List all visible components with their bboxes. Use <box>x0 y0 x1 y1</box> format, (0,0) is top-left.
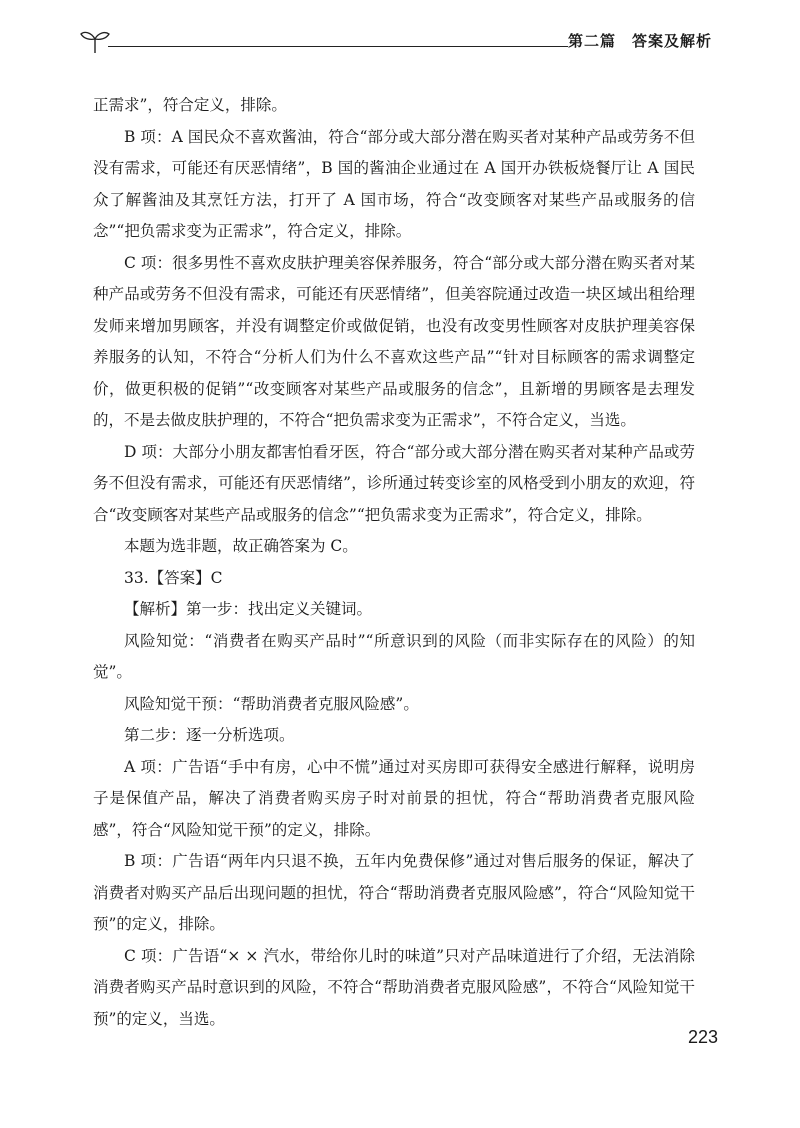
paragraph: 本题为选非题，故正确答案为 C。 <box>124 537 358 555</box>
paragraph: B 项：广告语“两年内只退不换，五年内免费保修”通过对售后服务的保证，解决了消费者对购买产品后出现问题的担忧，符合“帮助消费者克服风险感”，符合“风险知觉干预”的定义，排除。 <box>93 852 695 933</box>
paragraph: C 项：很多男性不喜欢皮肤护理美容保养服务，符合“部分或大部分潜在购买者对某种产品或劳务不但没有需求，可能还有厌恶情绪”，但美容院通过改造一块区域出租给理发师来增加男顾客，并没有调整定价或做促销，也没有改变男性顾客对皮肤护理美容保养服务的认知，不符合“分析人们为什么不喜欢这些产品”“针对目标顾客的需求调整定价，做更积极的促销”“改变顾客对某些产品或服务的信念”，且新增的男顾客是去理发的，不是去做皮肤护理的，不符合“把负需求变为正需求”，不符合定义，当选。 <box>93 253 695 429</box>
paragraph: 风险知觉干预：“帮助消费者克服风险感”。 <box>124 694 419 713</box>
paragraph: 正需求”，符合定义，排除。 <box>93 96 287 114</box>
running-title: 第二篇 答案及解析 <box>567 32 712 50</box>
paragraph: A 项：广告语“手中有房，心中不慌”通过对买房即可获得安全感进行解释，说明房子是保值产品，解决了消费者购买房子时对前景的担忧，符合“帮助消费者克服风险感”，符合“风险知觉干预”的定义，排除。 <box>93 757 695 839</box>
paragraph: 风险知觉：“消费者在购买产品时”“所意识到的风险（而非实际存在的风险）的知觉”。 <box>93 631 695 681</box>
paragraph: C 项：广告语“× × 汽水，带给你儿时的味道”只对产品味道进行了介绍，无法消除消费者购买产品时意识到的风险，不符合“帮助消费者克服风险感”，不符合“风险知觉干预”的定义，当选。 <box>93 946 695 1028</box>
paragraph: B 项：A 国民众不喜欢酱油，符合“部分或大部分潜在购买者对某种产品或劳务不但没有需求，可能还有厌恶情绪”，B 国的酱油企业通过在 A 国开办铁板烧餐厅让 A 国民众了解酱油及其烹饪方法，打开了 A 国市场，符合“改变顾客对某些产品或服务的信念”“把负需求变为正需求”，符合定义，排除。 <box>93 127 695 240</box>
sprout-icon <box>78 28 112 54</box>
page-body <box>93 90 695 1035</box>
paragraph: 【解析】第一步：找出定义关键词。 <box>124 600 373 618</box>
paragraph: 第二步：逐一分析选项。 <box>124 726 295 744</box>
page-header <box>78 26 718 56</box>
answer-heading: 33.【答案】C <box>124 568 223 587</box>
page-number: 223 <box>687 1027 718 1047</box>
header-rule <box>108 46 568 47</box>
paragraph: D 项：大部分小朋友都害怕看牙医，符合“部分或大部分潜在购买者对某种产品或劳务不但没有需求，可能还有厌恶情绪”，诊所通过转变诊室的风格受到小朋友的欢迎，符合“改变顾客对某些产品或服务的信念”“把负需求变为正需求”，符合定义，排除。 <box>93 442 695 524</box>
